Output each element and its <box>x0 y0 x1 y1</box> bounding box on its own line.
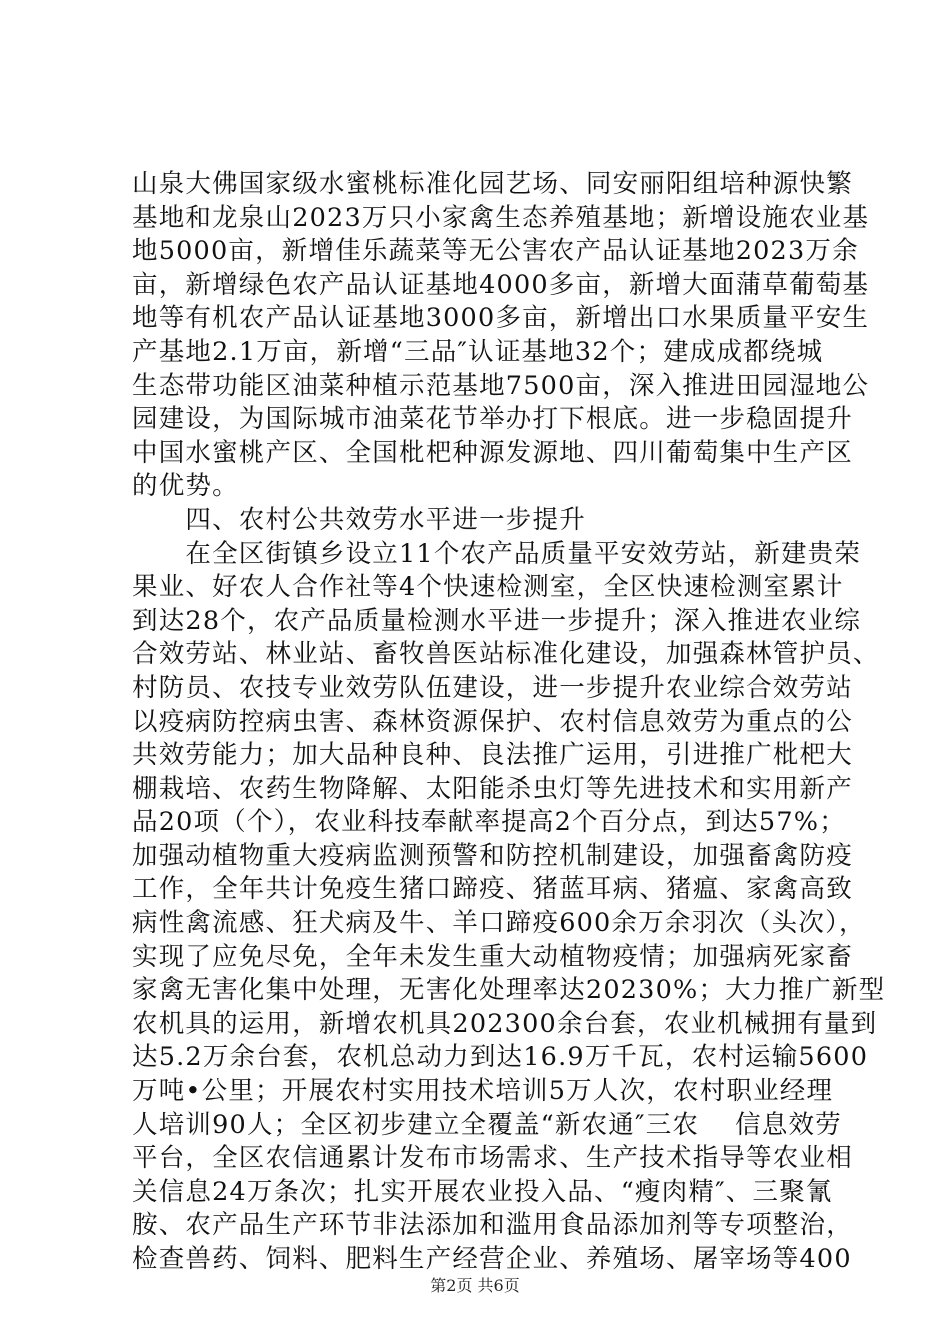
text-line: 万吨•公里；开展农村实用技术培训5万人次，农村职业经理 <box>132 1076 834 1107</box>
text-line: 品20项（个），农业科技奉献率提高2个百分点，到达57%； <box>132 807 846 838</box>
text-line: 平台，全区农信通累计发布市场需求、生产技术指导等农业相 <box>132 1143 853 1174</box>
page-footer: 第2页 共6页 <box>430 1276 520 1295</box>
text-line: 农机具的运用，新增农机具202300余台套，农业机械拥有量到 <box>132 1008 878 1039</box>
text-line: 在全区街镇乡设立11个农产品质量平安效劳站，新建贵荣 <box>132 538 862 569</box>
text-line: 关信息24万条次；扎实开展农业投入品、“瘦肉精″、三聚氰 <box>132 1176 833 1207</box>
text-line: 中国水蜜桃产区、全国枇杷种源发源地、四川葡萄集中生产区 <box>132 437 853 468</box>
text-line: 基地和龙泉山2023万只小家禽生态养殖基地；新增设施农业基 <box>132 202 870 233</box>
body-text <box>132 168 886 1277</box>
text-line: 家禽无害化集中处理，无害化处理率达20230%；大力推广新型 <box>132 975 886 1006</box>
text-line: 山泉大佛国家级水蜜桃标准化园艺场、同安丽阳组培种源快繁 <box>132 169 853 199</box>
text-line: 病性禽流感、狂犬病及牛、羊口蹄疫600余万余羽次（头次）， <box>132 908 866 939</box>
text-line: 村防员、农技专业效劳队伍建设，进一步提升农业综合效劳站 <box>132 672 853 703</box>
text-line: 人培训90人；全区初步建立全覆盖“新农通″三农 信息效劳 <box>132 1109 842 1140</box>
text-line: 产基地2.1万亩，新增“三品″认证基地32个；建成成都绕城 <box>132 336 824 367</box>
section-heading: 四、农村公共效劳水平进一步提升 <box>132 504 586 535</box>
text-line: 园建设，为国际城市油菜花节举办打下根底。进一步稳固提升 <box>132 404 853 435</box>
text-line: 地5000亩，新增佳乐蔬菜等无公害农产品认证基地2023万余 <box>132 236 859 267</box>
text-line: 以疫病防控病虫害、森林资源保护、农村信息效劳为重点的公 <box>132 706 853 737</box>
text-line: 检查兽药、饲料、肥料生产经营企业、养殖场、屠宰场等400 <box>132 1244 852 1274</box>
text-line: 棚栽培、农药生物降解、太阳能杀虫灯等先进技术和实用新产 <box>132 773 853 804</box>
text-line: 共效劳能力；加大品种良种、良法推广运用，引进推广枇杷大 <box>132 740 853 771</box>
text-line: 胺、农产品生产环节非法添加和滥用食品添加剂等专项整治， <box>132 1210 853 1241</box>
text-line: 实现了应免尽免，全年未发生重大动植物疫情；加强病死家畜 <box>132 941 853 972</box>
text-line: 地等有机农产品认证基地3000多亩，新增出口水果质量平安生 <box>132 303 870 334</box>
text-line: 合效劳站、林业站、畜牧兽医站标准化建设，加强森林管护员、 <box>132 639 880 670</box>
text-line: 加强动植物重大疫病监测预警和防控机制建设，加强畜禽防疫 <box>132 840 853 871</box>
text-line: 工作，全年共计免疫生猪口蹄疫、猪蓝耳病、猪瘟、家禽高致 <box>132 874 853 905</box>
text-line: 亩，新增绿色农产品认证基地4000多亩，新增大面蒲草葡萄基 <box>132 269 870 300</box>
text-line: 生态带功能区油菜种植示范基地7500亩，深入推进田园湿地公 <box>132 370 870 401</box>
text-line: 到达28个，农产品质量检测水平进一步提升；深入推进农业综 <box>132 605 862 636</box>
text-line: 的优势。 <box>132 471 239 502</box>
text-line: 达5.2万余台套，农机总动力到达16.9万千瓦，农村运输5600 <box>132 1042 869 1073</box>
text-line: 果业、好农人合作社等4个快速检测室，全区快速检测室累计 <box>132 572 844 603</box>
